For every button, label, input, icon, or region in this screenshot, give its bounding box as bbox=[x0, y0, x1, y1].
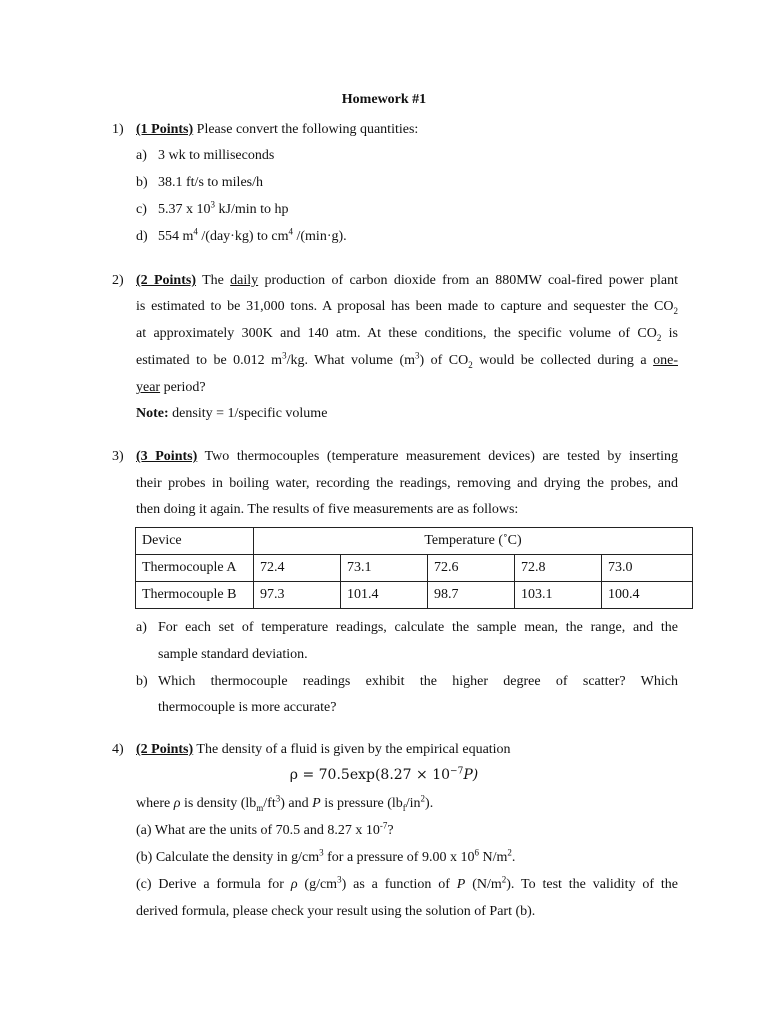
q1-item-a-label: a) bbox=[136, 148, 147, 163]
q1-number: 1) bbox=[112, 122, 124, 137]
q3-points: (3 Points) bbox=[136, 449, 198, 464]
q3-a-line-1: For each set of temperature readings, calculate the sample mean, the range, and the bbox=[158, 620, 678, 635]
q3-b-line-2: thermocouple is more accurate? bbox=[158, 700, 337, 715]
q4-part-b: (b) Calculate the density in $g/cm^3$ for a pressure of 9.00 x $10^6$ $N/m^2$. bbox=[136, 847, 516, 865]
q1-item-b-label: b) bbox=[136, 175, 148, 190]
q3-line-2: their probes in boiling water, recording the readings, removing and drying the probes, and bbox=[136, 476, 678, 491]
q2-note: Note: density = 1/specific volume bbox=[136, 406, 328, 421]
q1-item-a: 3 wk to milliseconds bbox=[158, 148, 275, 163]
q1-line bbox=[136, 121, 418, 139]
page-title: Homework #1 bbox=[341, 92, 427, 107]
q3-line-3: then doing it again. The results of five measurements are as follows: bbox=[136, 502, 519, 517]
q4-number: 4) bbox=[112, 742, 124, 757]
q2-number: 2) bbox=[112, 273, 124, 288]
table-cell: 72.8 bbox=[515, 555, 602, 582]
table-cell: 72.4 bbox=[254, 555, 341, 582]
q1-item-b: 38.1 ft/s to miles/h bbox=[158, 175, 263, 190]
table-cell: 73.1 bbox=[341, 555, 428, 582]
q4-points: (2 Points) bbox=[136, 742, 194, 757]
table-cell: 72.6 bbox=[428, 555, 515, 582]
q2-line-3: at approximately 300K and 140 atm. At these conditions, the specific volume of $CO_2$ is bbox=[136, 326, 678, 343]
density-equation: $\rho = 70.5\exp(8.27 \times 10^{-7}P)$ bbox=[289, 766, 479, 783]
q2-points: (2 Points) bbox=[136, 273, 196, 288]
q2-line-1: (2 Points) The daily production of carbon dioxide from an 880MW coal-fired power plant bbox=[136, 273, 679, 288]
q3-a-line-2: sample standard deviation. bbox=[158, 647, 308, 662]
q3-number: 3) bbox=[112, 449, 124, 464]
table-row bbox=[136, 582, 693, 609]
table-cell-device: Thermocouple B bbox=[136, 582, 254, 609]
q3-b-line-1: Which thermocouple readings exhibit the higher degree of scatter? Which bbox=[158, 674, 678, 689]
q1-item-c-label: c) bbox=[136, 202, 147, 217]
q2-line-5: year period? bbox=[136, 380, 206, 395]
table-cell: 100.4 bbox=[602, 582, 693, 609]
q1-item-d-label: d) bbox=[136, 229, 148, 244]
q3-line-1: (3 Points) Two thermocouples (temperature measurement devices) are tested by inserting bbox=[136, 449, 678, 464]
table-cell: 101.4 bbox=[341, 582, 428, 609]
q1-item-c: 5.37 x $10^3$ kJ/min to hp bbox=[158, 199, 289, 217]
table-row bbox=[136, 555, 693, 582]
temperature-table bbox=[135, 527, 693, 609]
q4-part-a: (a) What are the units of 70.5 and 8.27 x $10^{-7}$? bbox=[136, 820, 394, 838]
table-cell: 73.0 bbox=[602, 555, 693, 582]
q2-line-4: estimated to be 0.012 $m^3/kg$. What volume $(m^3)$ of $CO_2$ would be collected during a one- bbox=[136, 350, 678, 370]
table-header-temperature: Temperature (˚C) bbox=[254, 528, 693, 555]
q2-line-2: is estimated to be 31,000 tons. A proposal has been made to capture and sequester the $CO_2$ bbox=[136, 299, 678, 316]
q1-item-d: 554 $m^4$ /(day·kg) to $cm^4$ /(min·g). bbox=[158, 226, 347, 244]
table-cell: 97.3 bbox=[254, 582, 341, 609]
table-cell: 103.1 bbox=[515, 582, 602, 609]
q3-b-label: b) bbox=[136, 674, 148, 689]
q4-part-c-line-1: (c) Derive a formula for ρ $(g/cm^3)$ as a function of P $(N/m^2)$. To test the validity of the bbox=[136, 874, 679, 892]
q4-line-1: (2 Points) The density of a fluid is given by the empirical equation bbox=[136, 742, 511, 757]
table-header-device: Device bbox=[136, 528, 254, 555]
q1-points: (1 Points) bbox=[136, 122, 194, 137]
q4-where-line: where ρ is density $(lb_m/ft^3)$ and P is pressure $(lb_f/in^2)$. bbox=[136, 793, 434, 813]
table-header-row bbox=[136, 528, 693, 555]
table-cell-device: Thermocouple A bbox=[136, 555, 254, 582]
q4-part-c-line-2: derived formula, please check your result using the solution of Part (b). bbox=[136, 904, 536, 919]
table-cell: 98.7 bbox=[428, 582, 515, 609]
q3-a-label: a) bbox=[136, 620, 147, 635]
q1-text: Please convert the following quantities: bbox=[196, 122, 419, 137]
